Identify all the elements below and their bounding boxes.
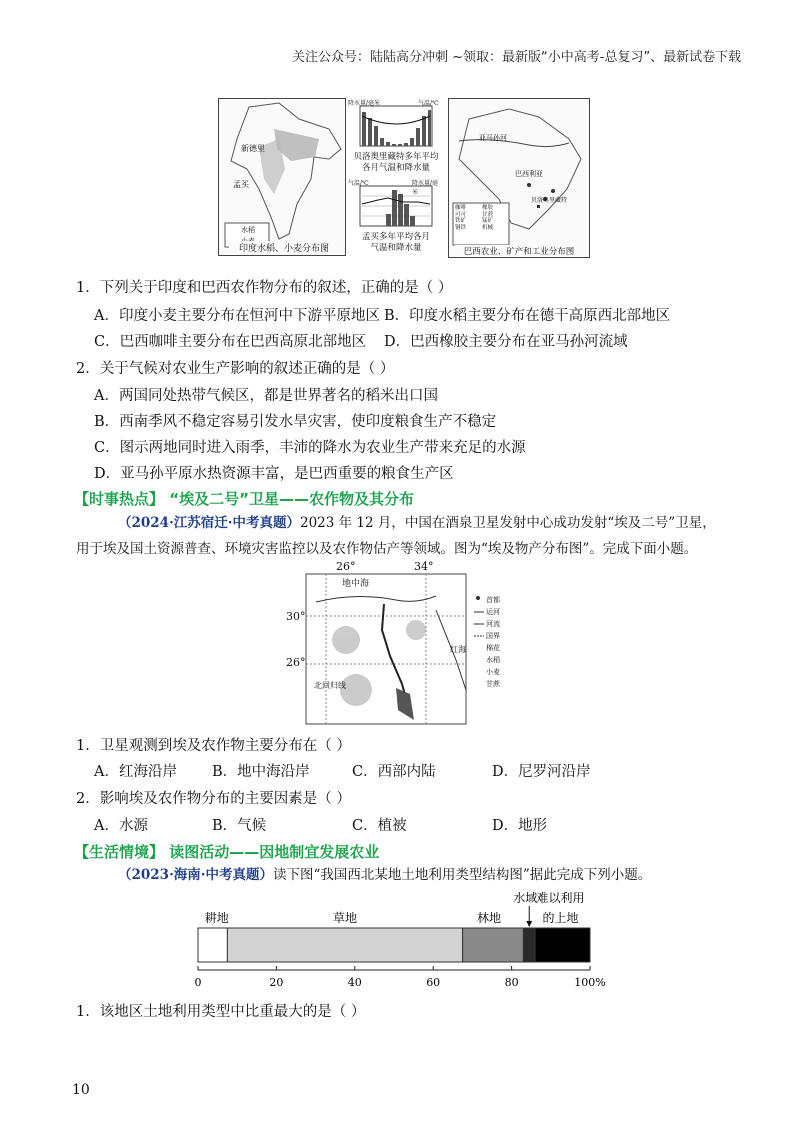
chart2-caption-line1: 孟买多年平均各月 [361, 232, 430, 242]
bar-segment-1 [227, 928, 462, 962]
chart1-axis-right: 气温/℃ [418, 100, 439, 107]
egypt-legend-0: 首都 [486, 596, 500, 604]
land-use-chart-svg [190, 886, 620, 990]
section3-intro [118, 862, 651, 888]
india-label-delhi: 新德里 [241, 144, 265, 153]
section2-intro-a: 2023 年 12 月，中国在酒泉卫星发射中心成功发射“埃及二号”卫星， [299, 515, 716, 531]
brazil-map [448, 98, 590, 258]
climate-chart-1 [348, 98, 444, 176]
set2-q2-opt-d[interactable]: D．地形 [492, 818, 548, 834]
x-tick-label-4: 80 [504, 976, 519, 989]
egypt-legend-2: 河流 [486, 620, 500, 628]
chart2-caption-line2: 气温和降水量 [370, 243, 422, 253]
set2-q2-opt-a[interactable]: A．水源 [94, 818, 148, 834]
set1-q2-opt-b[interactable]: B．西南季风不稳定容易引发水旱灾害，使印度粮食生产不稳定 [94, 414, 497, 430]
set1-q1-opt-d[interactable]: D．巴西橡胶主要分布在亚马孙河流域 [384, 334, 628, 350]
brazil-legend-5: 锰矿 [482, 218, 494, 224]
set2-q1-opt-a[interactable]: A．红海沿岸 [94, 764, 177, 780]
page-header: 关注公众号：陆陆高分冲刺 ~领取：最新版“小中高考-总复习”、最新试卷下载 [292, 50, 742, 65]
egypt-legend-7: 甘蔗 [486, 680, 500, 688]
set3-q1: 1．该地区土地利用类型中比重最大的是（ ） [76, 1004, 366, 1020]
bar-segment-3 [523, 928, 535, 962]
section2-source: （2024·江苏宿迁·中考真题） [118, 515, 300, 531]
egypt-red-sea-label: 红海 [450, 645, 466, 654]
chart2-axis-left: 气温/℃ [348, 180, 369, 187]
egypt-lon-26: 26° [336, 560, 356, 573]
india-legend-rice: 水稻 [241, 226, 255, 234]
label-grassland: 草地 [332, 911, 358, 925]
chart1-caption-line2: 各月气温和降水量 [361, 163, 430, 173]
chart2-axis-right: 降水量/毫米 [412, 180, 439, 196]
climate-chart-2 [348, 178, 444, 256]
egypt-tropic-label: 北回归线 [314, 681, 346, 690]
set2-q1: 1．卫星观测到埃及农作物主要分布在（ ） [76, 738, 351, 754]
egypt-legend-6: 小麦 [486, 668, 500, 676]
brazil-label-brasilia: 巴西利亚 [515, 170, 543, 178]
egypt-sea-label: 地中海 [342, 579, 370, 589]
x-tick-label-3: 60 [426, 976, 441, 989]
egypt-legend-5: 水稻 [486, 656, 500, 664]
brazil-caption: 巴西农业、矿产和工业分布图 [455, 245, 583, 257]
egypt-lon-34: 34° [414, 560, 434, 573]
egypt-legend-1: 运河 [486, 608, 500, 616]
india-caption: 印度水稻、小麦分布图 [229, 241, 339, 254]
section2-intro [76, 510, 726, 562]
section3-intro-text: 读下图“我国西北某地土地利用类型结构图”据此完成下列小题。 [272, 867, 652, 883]
egypt-legend-4: 棉花 [486, 644, 500, 652]
label-water: 水域 [513, 891, 538, 905]
set2-q1-opt-b[interactable]: B．地中海沿岸 [212, 764, 310, 780]
egypt-lat-30: 30° [286, 610, 306, 623]
brazil-label-amazon: 亚马孙河 [479, 134, 507, 142]
egypt-legend-3: 国界 [486, 632, 500, 640]
label-forest: 林地 [476, 911, 501, 925]
label-farmland: 耕地 [204, 911, 229, 925]
brazil-legend-6: 钢铁 [455, 224, 467, 231]
india-map-drawing [219, 99, 345, 255]
set1-q2-opt-d[interactable]: D．亚马孙平原水热资源丰富，是巴西重要的粮食生产区 [94, 466, 454, 482]
set2-q2-opt-c[interactable]: C．植被 [352, 818, 407, 834]
set1-q2-opt-a[interactable]: A．两国同处热带气候区，都是世界著名的稻米出口国 [94, 388, 438, 404]
brazil-legend-0: 咖啡 [455, 205, 467, 211]
set2-q1-opt-d[interactable]: D．尼罗河沿岸 [492, 764, 591, 780]
brazil-legend-7: 机械 [482, 224, 494, 231]
egypt-map [286, 560, 534, 728]
bar-segment-2 [463, 928, 524, 962]
bar-segment-0 [198, 928, 227, 962]
egypt-lat-26: 26° [286, 656, 306, 669]
set1-q1: 1．下列关于印度和巴西农作物分布的叙述，正确的是（ ） [76, 280, 453, 296]
land-use-chart [190, 886, 620, 990]
brazil-legend-3: 甘蔗 [482, 211, 494, 218]
set1-q1-opt-b[interactable]: B．印度水稻主要分布在德干高原西北部地区 [384, 308, 671, 324]
set2-q2: 2．影响埃及农作物分布的主要因素是（ ） [76, 791, 351, 807]
set1-q2-opt-c[interactable]: C．图示两地同时进入雨季，丰沛的降水为农业生产带来充足的水源 [94, 440, 526, 456]
chart1-axis-left: 降水量/毫米 [348, 100, 381, 107]
bar-segment-4 [535, 928, 590, 962]
section2-intro-b: 用于埃及国土资源普查、环境灾害监控以及农作物估产等领域。图为“埃及物产分布图”。完成下面小题。 [76, 541, 698, 557]
section3-title: 【生活情境】 读图活动——因地制宜发展农业 [74, 843, 380, 861]
page-number: 10 [72, 1082, 90, 1098]
brazil-legend-1: 橡胶 [482, 205, 494, 211]
india-label-mumbai: 孟买 [233, 180, 249, 189]
set1-q2: 2．关于气候对农业生产影响的叙述正确的是（ ） [76, 361, 395, 377]
label-unused-1: 难以利用 [536, 891, 585, 905]
chart1-caption-line1: 贝洛奥里藏特多年平均 [353, 152, 439, 162]
set1-q1-opt-a[interactable]: A．印度小麦主要分布在恒河中下游平原地区 [94, 308, 380, 324]
x-tick-label-0: 0 [194, 976, 202, 989]
set2-q1-opt-c[interactable]: C．西部内陆 [352, 764, 436, 780]
brazil-legend-4: 铁矿 [455, 218, 467, 224]
section2-title: 【时事热点】 “埃及二号”卫星——农作物及其分布 [74, 490, 414, 508]
section3-source: （2023·海南·中考真题） [118, 867, 273, 883]
india-map [218, 98, 346, 256]
water-arrow-head [526, 921, 532, 927]
x-tick-label-1: 20 [269, 976, 284, 989]
brazil-label-belo: 贝洛奥里藏特 [531, 197, 568, 204]
brazil-legend-2: 可可 [455, 211, 467, 218]
set2-q2-opt-b[interactable]: B．气候 [212, 818, 267, 834]
set1-q1-opt-c[interactable]: C．巴西咖啡主要分布在巴西高原北部地区 [94, 334, 367, 350]
x-tick-label-2: 40 [347, 976, 362, 989]
label-unused-2: 的上地 [542, 911, 579, 925]
x-tick-label-5: 100% [574, 976, 606, 989]
